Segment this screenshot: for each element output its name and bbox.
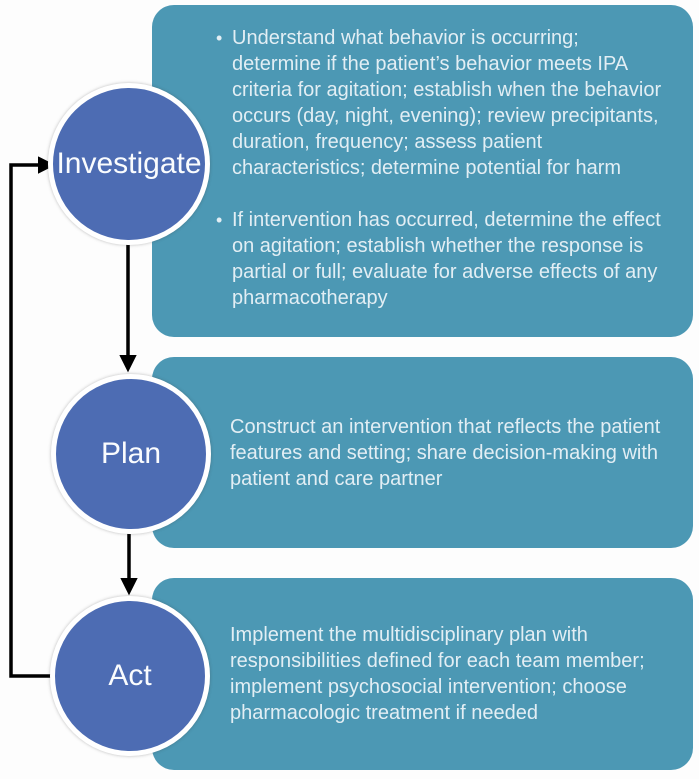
list-item <box>216 25 667 181</box>
step-label-investigate: Investigate <box>56 147 202 180</box>
investigate-description-box <box>152 5 693 337</box>
arrow-act-to-investigate-loop <box>11 165 54 676</box>
bullet-icon: • <box>216 28 223 48</box>
list-item <box>216 207 667 311</box>
step-label-plan: Plan <box>100 437 162 470</box>
bullet-icon: • <box>216 210 223 230</box>
investigate-bullet-2: If intervention has occurred, determine the effect on agitation; establish whether the response is partial or full; evaluate for adverse effects of any pharmacotherapy <box>232 209 661 309</box>
act-description-box <box>152 578 693 770</box>
act-description: Implement the multidisciplinary plan with responsibilities defined for each team member; implement psychosocial intervention; choose pharmacologic treatment if needed <box>230 624 645 724</box>
step-circle-investigate <box>48 83 210 245</box>
step-label-act: Act <box>108 659 152 692</box>
step-circle-plan <box>51 374 211 534</box>
investigate-bullet-1: Understand what behavior is occurring; determine if the patient’s behavior meets IPA criteria for agitation; establish when the behavior occurs (day, night, evening); review precipitants, duration, frequency; assess patient characteristics; determine potential for harm <box>232 27 662 179</box>
plan-description-box <box>152 357 693 548</box>
step-circle-act <box>50 596 210 756</box>
plan-description: Construct an intervention that reflects the patient features and setting; share decision-making with patient and care partner <box>230 415 661 490</box>
